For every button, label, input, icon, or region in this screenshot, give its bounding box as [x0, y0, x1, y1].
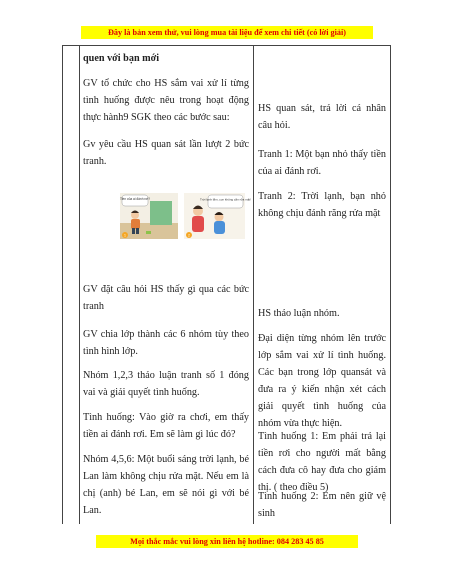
dropped-money — [146, 231, 151, 234]
panel-1-bush — [150, 201, 172, 225]
teacher-paragraph-3: GV đặt câu hỏi HS thấy gì qua các bức tranh — [83, 284, 249, 312]
child-1-leg-right — [136, 228, 139, 234]
student-paragraph-4: HS thảo luận nhóm. — [258, 308, 340, 319]
student-paragraph-3: Tranh 2: Trời lạnh, bạn nhỏ không chịu đánh răng rửa mặt — [258, 191, 386, 219]
teacher-paragraph-5: Nhóm 1,2,3 thảo luận tranh số 1 đóng vai và giải quyết tình huống. — [83, 370, 249, 398]
student-paragraph-1: HS quan sát, trả lời cá nhân câu hỏi. — [258, 103, 386, 131]
child-3-shirt — [214, 221, 225, 234]
table-border-right — [390, 45, 391, 524]
teacher-paragraph-1: GV tổ chức cho HS sắm vai xử lí từng tình huống được nêu trong hoạt động thực hành9 SGK theo các bước sau: — [83, 78, 249, 123]
lesson-table — [62, 45, 391, 524]
preview-banner: Đây là bản xem thử, vui lòng mua tài liệu để xem chi tiết (có lời giải) — [81, 26, 373, 39]
child-1-leg-left — [132, 228, 135, 234]
student-paragraph-2: Tranh 1: Một bạn nhỏ thấy tiền của ai đánh rơi. — [258, 149, 386, 177]
teacher-paragraph-7: Nhóm 4,5,6: Một buổi sáng trời lạnh, bé Lan làm không chịu rửa mặt. Nếu em là chị (anh) bé Lan, em sẽ nói gì với bé Lan. — [83, 454, 249, 516]
child-1-shirt — [131, 219, 140, 229]
panel-1-number: 1 — [124, 233, 126, 238]
student-paragraph-5: Đại diện từng nhóm lên trước lớp sắm vai xử lí tình huống. Các bạn trong lớp quansát và đưa ra ý kiến nhận xét cách giải quyết tình huống của nhóm vừa thực hiện. — [258, 333, 386, 429]
bubble-1-text: Tiền của ai đánh rơi? — [120, 197, 150, 201]
table-border-col2 — [253, 45, 254, 524]
hotline-footer: Mọi thắc mắc vui lòng xin liên hệ hotline: 084 283 45 85 — [96, 535, 358, 548]
table-top-border — [62, 45, 391, 46]
child-2-shirt — [192, 216, 204, 232]
table-border-left — [62, 45, 63, 524]
teacher-paragraph-4: GV chia lớp thành các 6 nhóm tùy theo tình hình lớp. — [83, 329, 249, 357]
textbook-illustration — [120, 193, 251, 241]
bubble-2-text: Trời lạnh lắm, con không cần rửa mặt! — [200, 197, 251, 202]
section-heading: quen với bạn mới — [83, 53, 160, 64]
teacher-paragraph-6: Tình huống: Vào giờ ra chơi, em thấy tiền ai đánh rơi. Em sẽ làm gì lúc đó? — [83, 412, 249, 440]
table-border-col1 — [79, 45, 80, 524]
student-paragraph-6: Tình huống 1: Em phải trả lại tiền rơi cho người mất bằng cách đưa cô hay đưa cho giám thị. ( theo điều 5) — [258, 431, 386, 493]
panel-2-number: 2 — [188, 233, 190, 238]
student-paragraph-7: Tình huống 2: Em nên giữ vệ sinh — [258, 491, 386, 519]
teacher-paragraph-2: Gv yêu cầu HS quan sát lần lượt 2 bức tranh. — [83, 139, 249, 167]
